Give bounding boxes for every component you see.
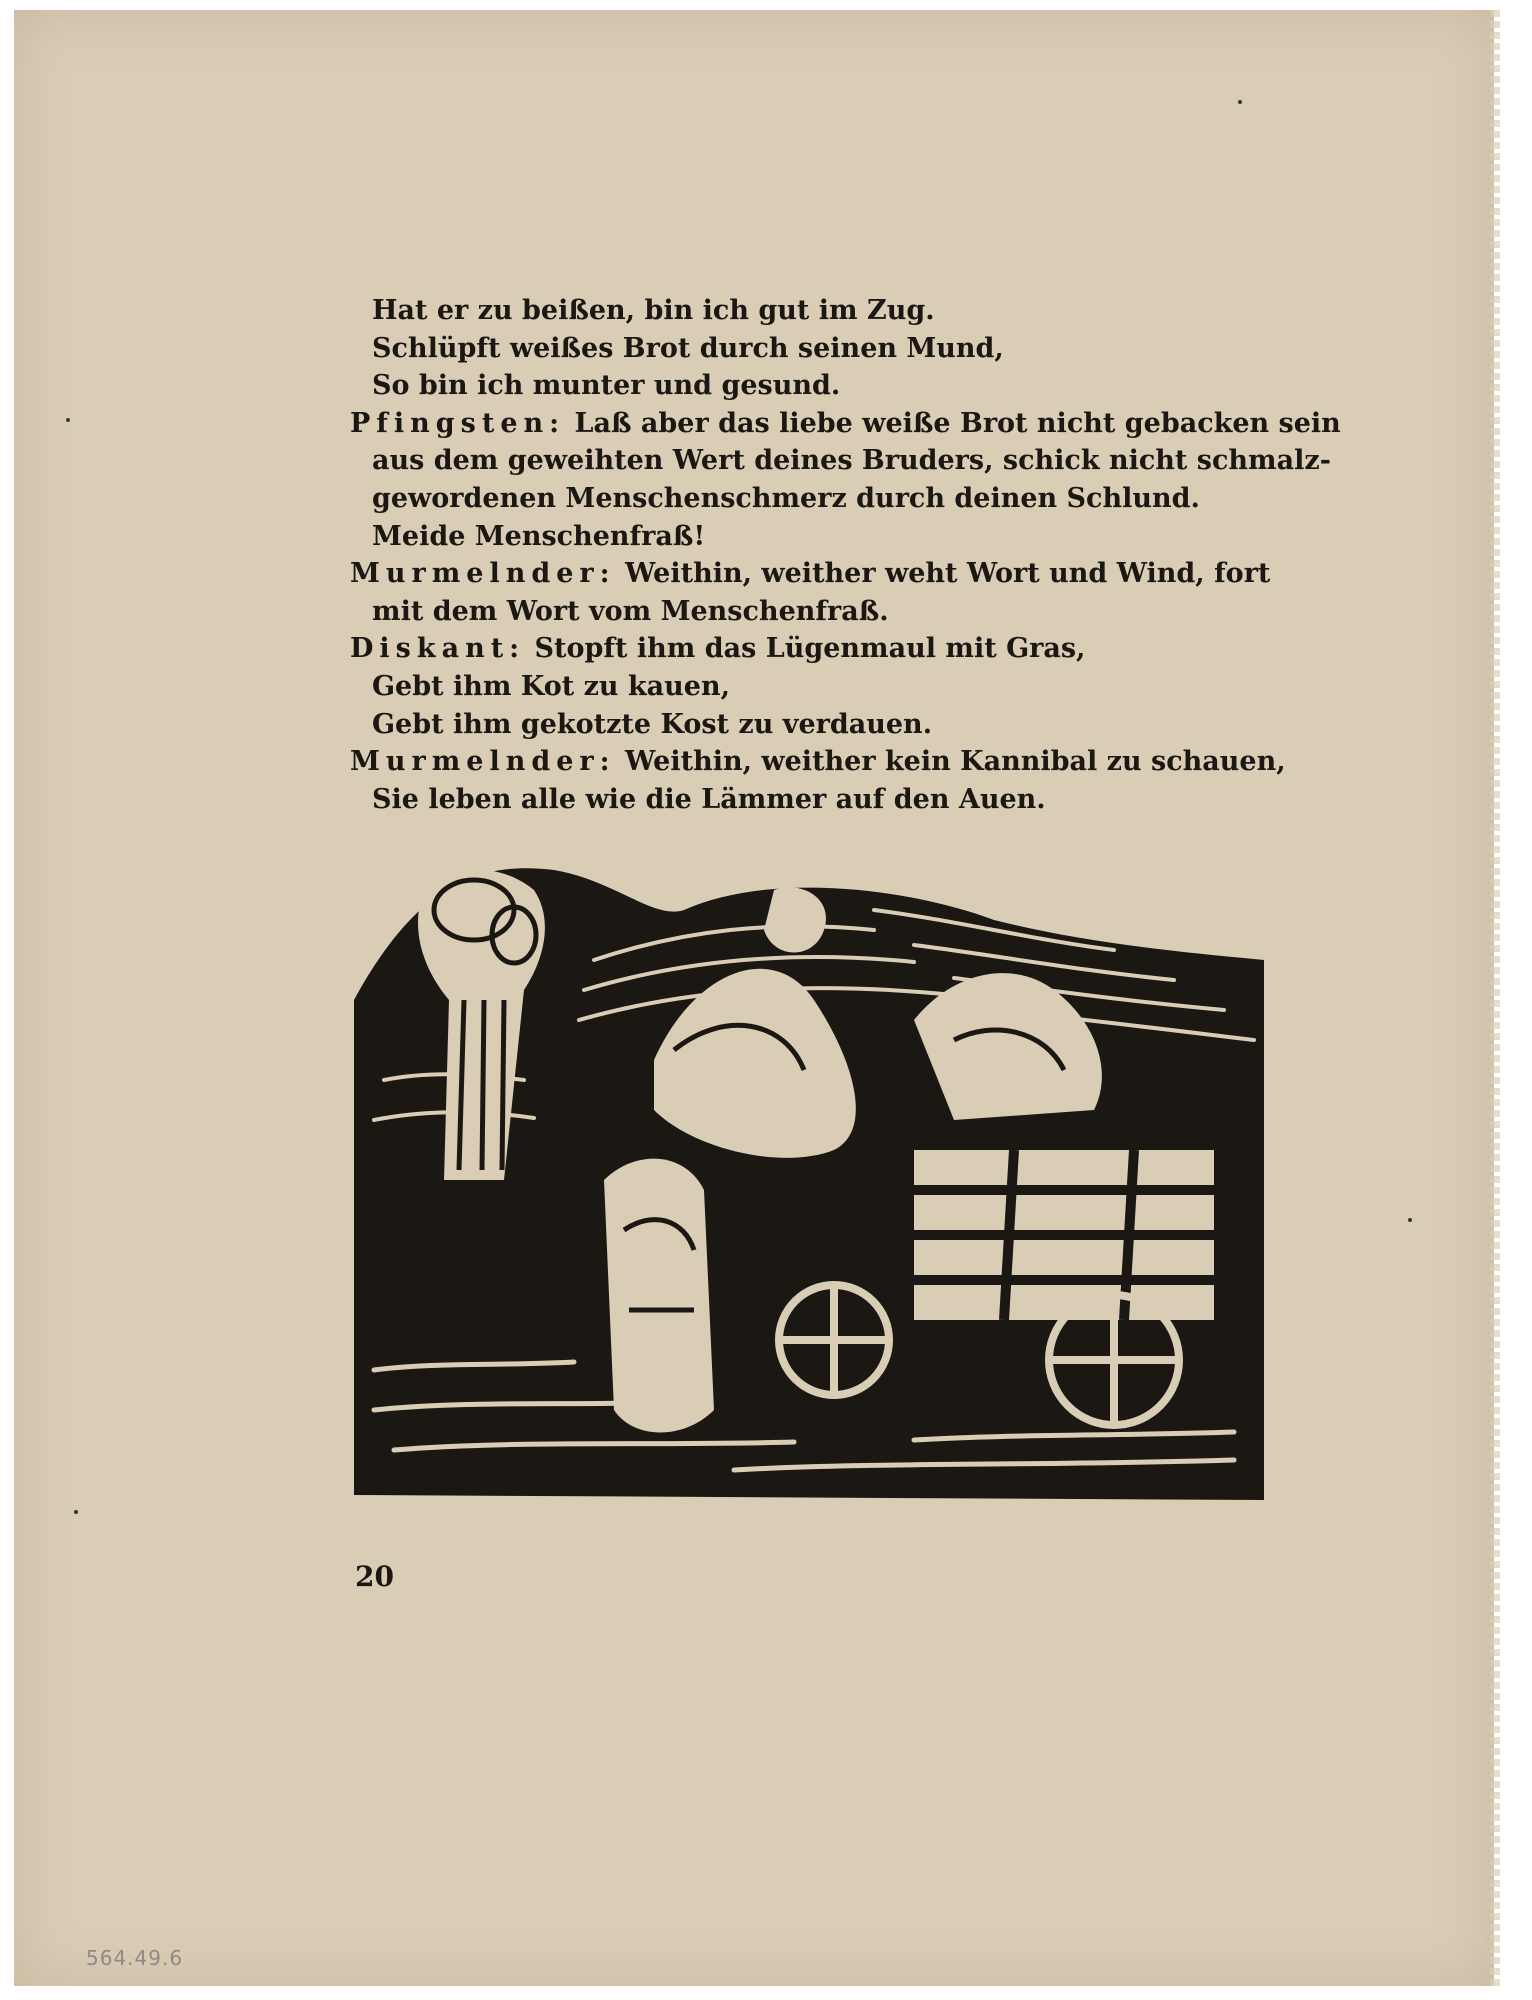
paper-speck: [1238, 100, 1242, 104]
line-text: Stopft ihm das Lügenmaul mit Gras,: [525, 633, 1086, 665]
line-text: Gebt ihm Kot zu kauen,: [372, 670, 731, 702]
line-text: Sie leben alle wie die Lämmer auf den Auen.: [372, 783, 1046, 815]
line-text: Meide Menschenfraß!: [372, 520, 706, 552]
paper-speck: [74, 1510, 78, 1514]
page-number: 20: [355, 1560, 394, 1593]
poem-line: [350, 706, 1280, 744]
speaker-name: Murmelnder:: [350, 558, 616, 590]
poem-line: [350, 630, 1280, 668]
poem-line: [350, 292, 1280, 330]
poem-line: [350, 668, 1280, 706]
speaker-name: Murmelnder:: [350, 746, 616, 778]
line-text: Weithin, weither kein Kannibal zu schauen,: [615, 746, 1286, 778]
poem-line: [350, 442, 1331, 480]
poem-text: [350, 292, 1341, 818]
poem-line: [350, 781, 1280, 819]
speaker-name: Pfingsten:: [350, 407, 566, 439]
line-text: gewordenen Menschenschmerz durch deinen Schlund.: [372, 482, 1200, 514]
poem-line: [350, 555, 1280, 593]
line-text: mit dem Wort vom Menschenfraß.: [372, 595, 889, 627]
line-text: Hat er zu beißen, bin ich gut im Zug.: [372, 295, 935, 326]
poem-line: [350, 405, 1341, 443]
poem-line: [350, 518, 1280, 556]
poem-line: [350, 480, 1280, 518]
poem-line: [350, 743, 1286, 781]
poem-line: [350, 330, 1280, 368]
line-text: Laß aber das liebe weiße Brot nicht gebacken sein: [565, 407, 1341, 439]
paper-speck: [66, 418, 70, 422]
woodcut-illustration: [354, 850, 1264, 1510]
speaker-name: Diskant:: [350, 633, 526, 665]
line-text: So bin ich munter und gesund.: [372, 370, 841, 402]
line-text: aus dem geweihten Wert deines Bruders, schick nicht schmalz-: [372, 445, 1331, 477]
line-text: Weithin, weither weht Wort und Wind, fort: [615, 558, 1271, 590]
paper-speck: [1408, 1218, 1412, 1222]
poem-line: [350, 367, 1280, 405]
poem-line: [350, 593, 1280, 631]
accession-number: 564.49.6: [86, 1946, 184, 1970]
line-text: Gebt ihm gekotzte Kost zu verdauen.: [372, 708, 933, 740]
line-text: Schlüpft weißes Brot durch seinen Mund,: [372, 332, 1004, 364]
